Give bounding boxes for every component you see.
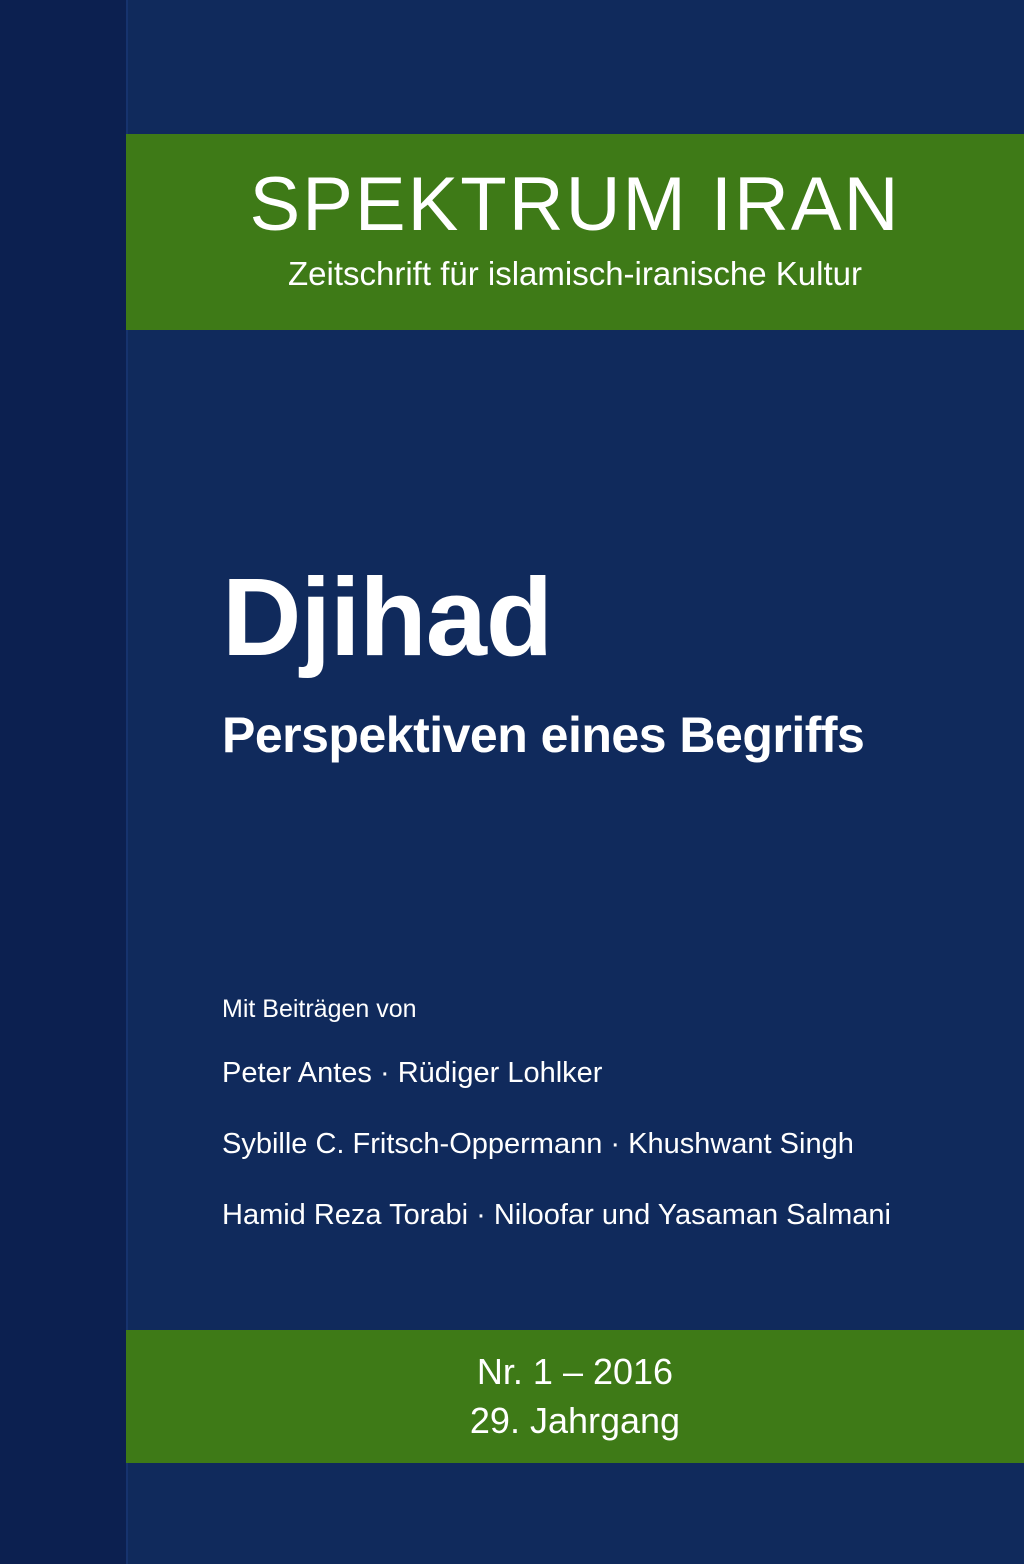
masthead-block — [126, 134, 1024, 330]
contributors-line: Peter Antes · Rüdiger Lohlker — [222, 1057, 603, 1089]
contributors-block — [222, 995, 992, 1232]
footer-block — [126, 1330, 1024, 1463]
journal-subtitle: Zeitschrift für islamisch-iranische Kultur — [288, 254, 862, 292]
title-block — [222, 556, 982, 764]
issue-number: Nr. 1 – 2016 — [476, 1350, 674, 1392]
journal-title: SPEKTRUM IRAN — [249, 162, 901, 248]
volume-year: 29. Jahrgang — [469, 1399, 681, 1441]
cover-spine-band — [0, 0, 128, 1564]
contributors-intro: Mit Beiträgen von — [222, 995, 417, 1023]
contributors-line: Hamid Reza Torabi · Niloofar und Yasaman Salmani — [222, 1199, 891, 1231]
issue-title: Djihad — [222, 556, 553, 679]
issue-subtitle: Perspektiven eines Begriffs — [222, 706, 865, 763]
contributors-line: Sybille C. Fritsch-Oppermann · Khushwant Singh — [222, 1128, 854, 1160]
